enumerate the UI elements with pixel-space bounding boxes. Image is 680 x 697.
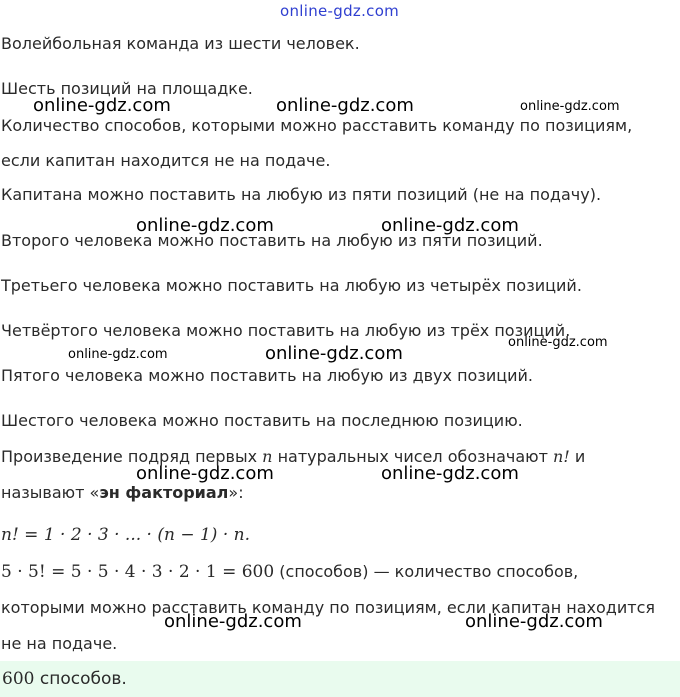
factorial-def-suffix: »: xyxy=(228,483,244,502)
factorial-definition-line-2 xyxy=(1,482,244,504)
calculation-text: (способов) — количество способов, xyxy=(274,562,579,581)
watermark: online-gdz.com xyxy=(276,95,414,116)
text-line-1: Волейбольная команда из шести человек. xyxy=(1,34,360,53)
text-line-9: Пятого человека можно поставить на любую из двух позиций. xyxy=(1,366,534,385)
factorial-formula: n! = 1 · 2 · 3 · ... · (n − 1) · n. xyxy=(1,525,250,545)
watermark: online-gdz.com xyxy=(465,611,603,632)
factorial-def-part2: натуральных чисел обозначают xyxy=(272,447,554,466)
text-line-6: Второго человека можно поставить на любую из пяти позиций. xyxy=(1,231,543,250)
factorial-def-prefix: называют « xyxy=(1,483,100,502)
answer-label: способов. xyxy=(34,669,127,689)
watermark: online-gdz.com xyxy=(520,99,620,114)
variable-n-factorial: n! xyxy=(553,447,570,466)
answer-number: 600 xyxy=(2,669,35,689)
calculation-line-1 xyxy=(1,561,578,583)
watermark: online-gdz.com xyxy=(265,343,403,364)
text-line-4: если капитан находится не на подаче. xyxy=(1,151,331,170)
variable-n: n xyxy=(262,447,273,466)
factorial-def-part1: Произведение подряд первых xyxy=(1,447,263,466)
watermark: online-gdz.com xyxy=(136,215,274,236)
watermark: online-gdz.com xyxy=(381,463,519,484)
answer-text xyxy=(2,668,127,690)
text-line-7: Третьего человека можно поставить на любую из четырёх позиций. xyxy=(1,276,582,295)
text-line-2: Шесть позиций на площадке. xyxy=(1,79,253,98)
watermark-top: online-gdz.com xyxy=(280,2,400,20)
text-line-5: Капитана можно поставить на любую из пяти позиций (не на подачу). xyxy=(1,185,602,204)
text-line-8: Четвёртого человека можно поставить на любую из трёх позиций. xyxy=(1,321,571,340)
text-line-3: Количество способов, которыми можно расставить команду по позициям, xyxy=(1,116,633,135)
watermark: online-gdz.com xyxy=(33,95,171,116)
factorial-def-part3: и xyxy=(569,447,586,466)
watermark: online-gdz.com xyxy=(508,335,608,350)
watermark: online-gdz.com xyxy=(381,215,519,236)
watermark: online-gdz.com xyxy=(164,611,302,632)
calculation-line-2: которыми можно расставить команду по позициям, если капитан находится xyxy=(1,598,655,617)
factorial-term: эн факториал xyxy=(99,483,229,502)
watermark: online-gdz.com xyxy=(68,347,168,362)
calculation-expression: 5 · 5! = 5 · 5 · 4 · 3 · 2 · 1 = 600 xyxy=(1,562,275,582)
watermark: online-gdz.com xyxy=(136,463,274,484)
calculation-line-3: не на подаче. xyxy=(1,634,118,653)
answer-box xyxy=(0,661,680,697)
text-line-10: Шестого человека можно поставить на последнюю позицию. xyxy=(1,411,523,430)
